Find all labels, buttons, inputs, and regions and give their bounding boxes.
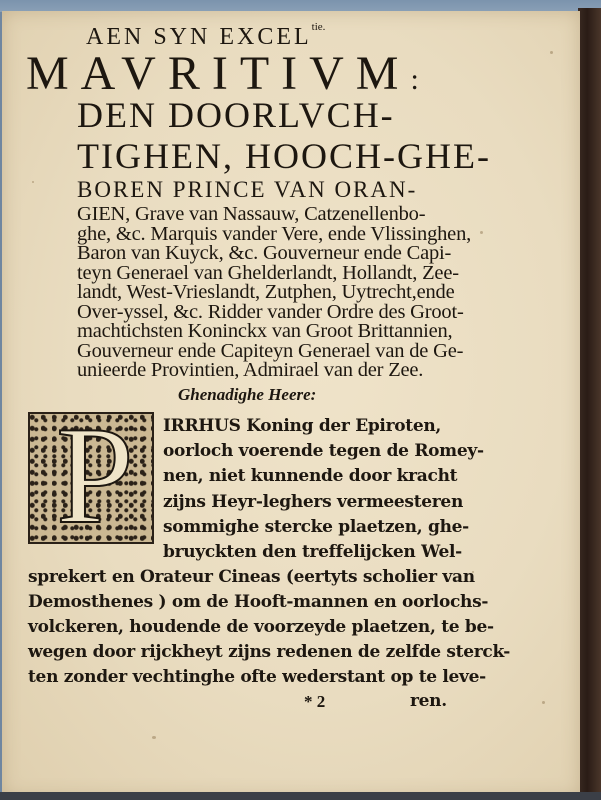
title-punctuation: : bbox=[410, 63, 419, 96]
body-line: ten zonder vechtinghe ofte wederstant op te leve- bbox=[28, 667, 486, 687]
address-line: unieerde Provintien, Admirael van der Zee. bbox=[77, 359, 424, 381]
address-line: Gouverneur ende Capiteyn Generael van de Ge- bbox=[77, 339, 464, 362]
address-line: Baron van Kuyck, &c. Gouverneur ende Capi- bbox=[77, 242, 452, 264]
heading-text: AEN SYN EXCEL bbox=[86, 24, 312, 50]
body-line: sommighe stercke plaetzen, ghe- bbox=[163, 517, 469, 537]
catchword: ren. bbox=[410, 691, 447, 711]
decorated-initial bbox=[28, 398, 154, 553]
address-line: landt, West-Vrieslandt, Zutphen, Uytrecht,ende bbox=[77, 281, 455, 303]
body-line: IRRHUS Koning der Epiroten, bbox=[163, 416, 442, 436]
heading-line-1 bbox=[86, 22, 325, 49]
body-line: oorloch voerende tegen de Romey- bbox=[163, 441, 484, 461]
heading-line-4: TIGHEN, HOOCH-GHE- bbox=[77, 136, 491, 176]
book-binding-edge bbox=[578, 8, 601, 800]
title-name: MAVRITIVM bbox=[26, 47, 411, 100]
body-line: sprekert en Orateur Cineas (eertyts scholier van bbox=[28, 567, 475, 587]
heading-title-mauritium bbox=[26, 47, 419, 100]
initial-letter-p: P bbox=[56, 398, 134, 553]
heading-superscript: tie. bbox=[311, 21, 326, 33]
scan-background-bottom bbox=[0, 792, 601, 800]
body-line: zijns Heyr-leghers vermeesteren bbox=[163, 492, 464, 512]
salutation: Ghenadighe Heere: bbox=[178, 385, 317, 404]
body-line: volckeren, houdende de voorzeyde plaetzen, te be- bbox=[28, 617, 494, 637]
address-line: teyn Generael van Ghelderlandt, Hollandt, Zee- bbox=[77, 261, 459, 284]
heading-line-3: DEN DOORLVCH- bbox=[77, 95, 395, 135]
address-line: ghe, &c. Marquis vander Vere, ende Vlissinghen, bbox=[77, 222, 472, 245]
body-line: wegen door rijckheyt zijns redenen de zelfde sterck- bbox=[28, 642, 511, 662]
body-line: nen, niet kunnende door kracht bbox=[163, 466, 458, 486]
signature-mark: * 2 bbox=[304, 692, 326, 711]
address-line: machtichsten Koninckx van Groot Brittannien, bbox=[77, 320, 453, 342]
body-line: bruyckten den treffelijcken Wel- bbox=[163, 542, 462, 562]
body-line: Demosthenes ) om de Hooft-mannen en oorlochs- bbox=[28, 592, 489, 612]
address-line: Over-yssel, &c. Ridder vander Ordre des Groot- bbox=[77, 300, 464, 323]
address-line: GIEN, Grave van Nassauw, Catzenellenbo- bbox=[77, 203, 426, 225]
address-line: BOREN PRINCE VAN ORAN- bbox=[77, 177, 418, 202]
